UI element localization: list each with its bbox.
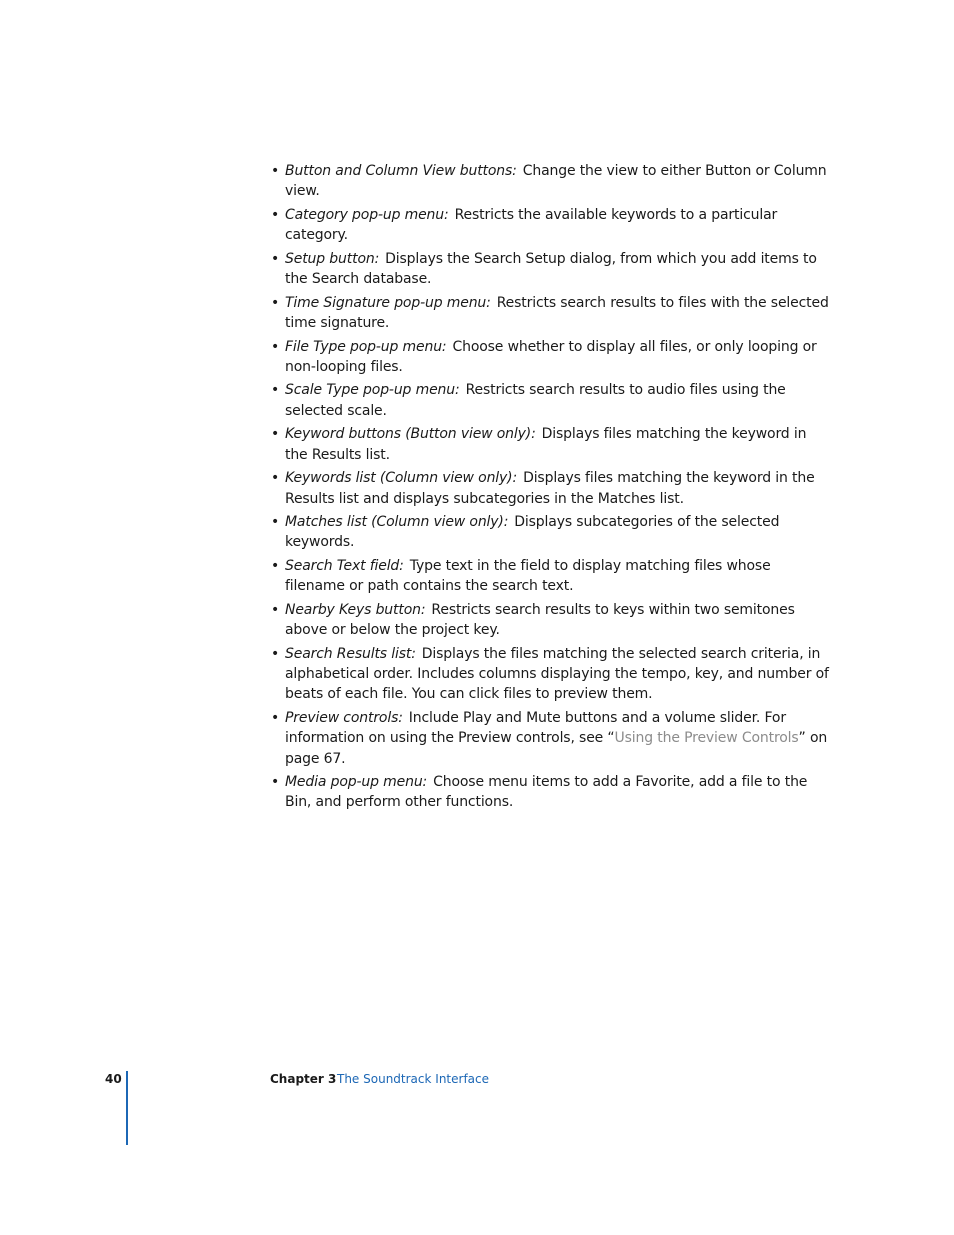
item-description: Restricts the available keywords to a particular category. [285, 206, 778, 244]
item-description: Choose menu items to add a Favorite, add a file to the Bin, and perform other functions. [285, 774, 808, 811]
item-description: Choose whether to display all files, or only looping or non-looping files. [285, 338, 817, 375]
page-number: 40 [105, 1072, 122, 1086]
item-term: Scale Type pop-up menu: [285, 382, 460, 399]
item-term: Keyword buttons (Button view only): [285, 426, 536, 443]
list-item [285, 337, 830, 378]
item-term: Keywords list (Column view only): [285, 470, 518, 487]
item-description-end: ” on page 67. [285, 730, 828, 767]
chapter-label: Chapter 3 [270, 1072, 337, 1086]
item-term: Media pop-up menu: [285, 774, 428, 791]
item-description: Change the view to either Button or Column view. [285, 163, 827, 200]
item-term: Search Text field: [285, 558, 404, 575]
item-description: Type text in the field to display matching files whose filename or path contains the search text. [285, 558, 771, 595]
item-term: Button and Column View buttons: [285, 163, 517, 179]
list-item [285, 380, 830, 421]
item-term: Time Signature pop-up menu: [285, 294, 491, 311]
item-term: Setup button: [285, 250, 380, 267]
list-item [285, 600, 830, 641]
list-item [285, 708, 830, 769]
item-term: Matches list (Column view only): [285, 514, 509, 531]
item-description: Displays the files matching the selected search criteria, in alphabetical order. Includes columns displaying the tempo, key, and number of beats of each file. You can click files to preview them. [285, 645, 829, 703]
list-item [285, 249, 830, 290]
item-description: Displays files matching the keyword in the Results list. [285, 426, 807, 463]
cross-reference-link[interactable]: Using the Preview Controls [614, 730, 799, 747]
list-item [285, 205, 830, 246]
list-item [285, 772, 830, 813]
item-term: Preview controls: [285, 709, 403, 726]
footer-divider [126, 1071, 128, 1145]
bullet-list [285, 161, 830, 816]
item-term: Category pop-up menu: [285, 206, 449, 223]
list-item [285, 556, 830, 597]
list-item [285, 161, 830, 202]
list-item [285, 644, 830, 705]
list-item [285, 468, 830, 509]
item-description: Restricts search results to keys within two semitones above or below the project key. [285, 601, 795, 639]
chapter-title: The Soundtrack Interface [337, 1072, 489, 1086]
item-term: Nearby Keys button: [285, 601, 426, 618]
item-description: Restricts search results to files with the selected time signature. [285, 294, 829, 331]
item-description: Displays subcategories of the selected keywords. [285, 514, 780, 551]
list-item [285, 293, 830, 334]
item-description: Include Play and Mute buttons and a volume slider. For information on using the Preview controls, see “ [285, 709, 786, 747]
item-description: Displays the Search Setup dialog, from which you add items to the Search database. [285, 250, 817, 288]
item-description: Displays files matching the keyword in the Results list and displays subcategories in the Matches list. [285, 470, 815, 507]
item-term: Search Results list: [285, 645, 416, 662]
list-item [285, 424, 830, 465]
item-description: Restricts search results to audio files using the selected scale. [285, 382, 786, 419]
item-term: File Type pop-up menu: [285, 338, 447, 355]
list-item [285, 512, 830, 553]
